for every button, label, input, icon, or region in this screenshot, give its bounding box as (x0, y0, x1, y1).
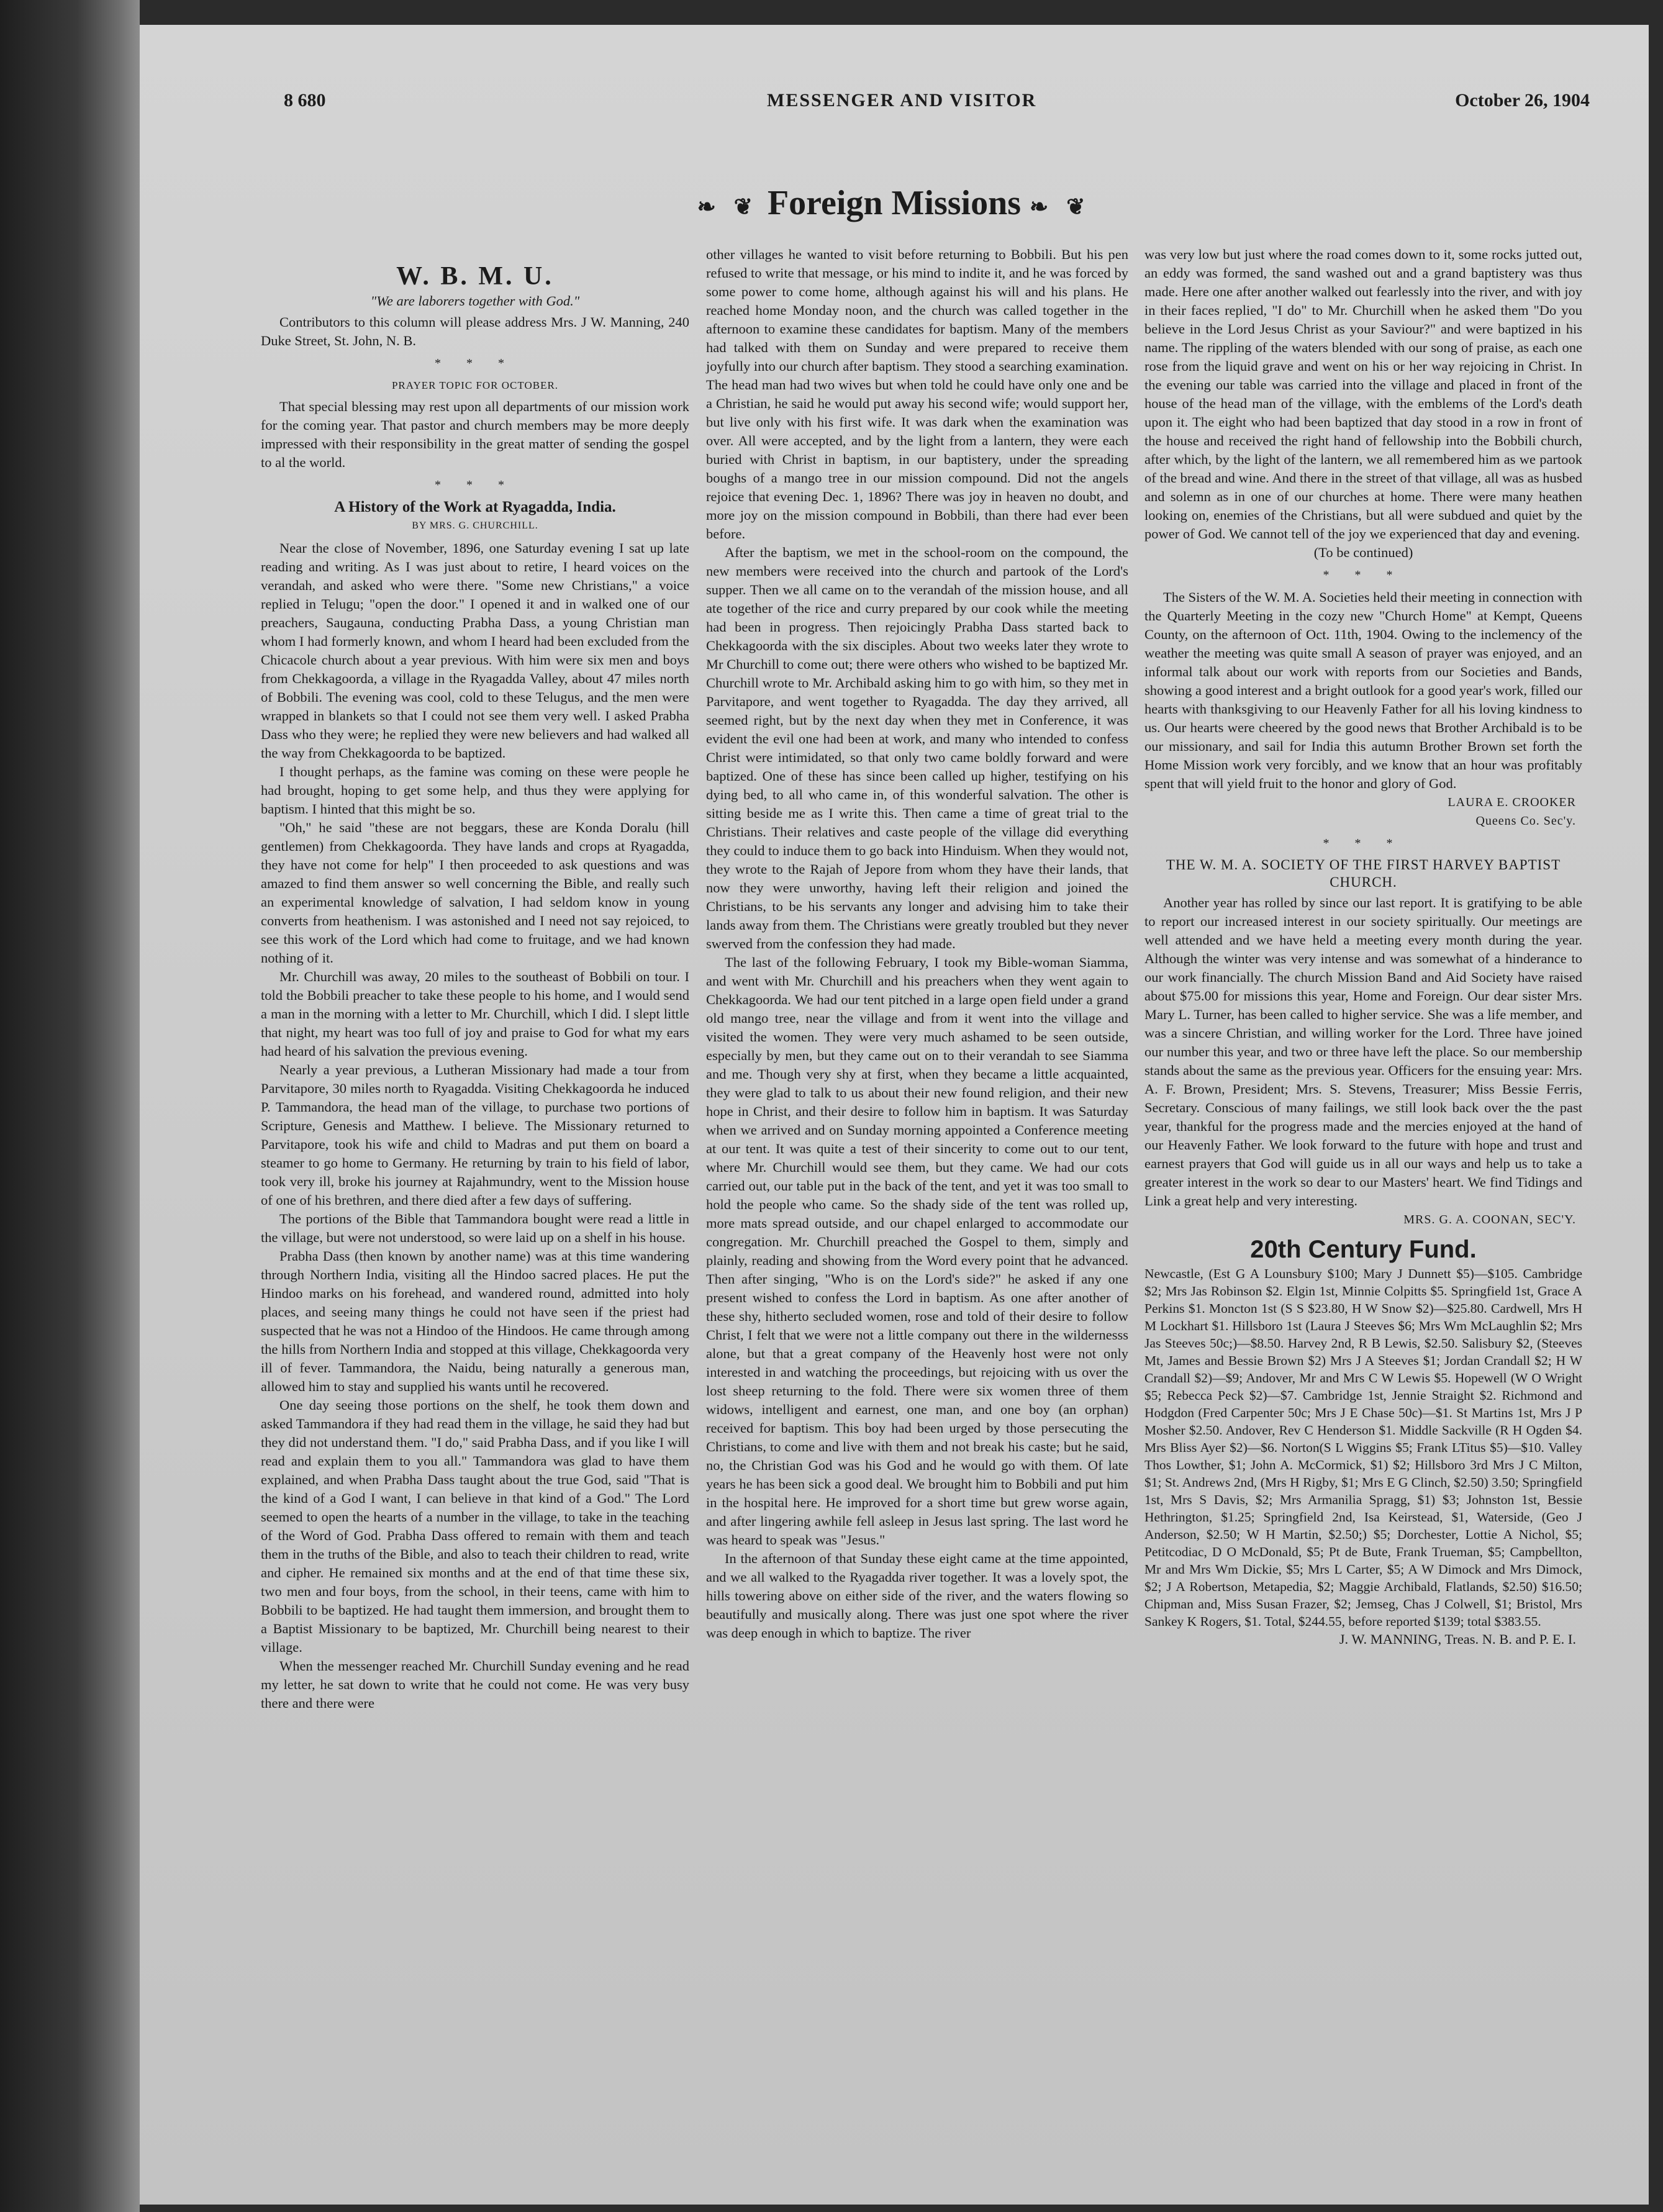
article-paragraph: other villages he wanted to visit before returning to Bobbili. But his pen refused to write that message, or his mind to indite it, and he was forced by some power to come home, although against his will and his plans. He reached home Monday noon, and the church was called together in the afternoon to examine these candidates for baptism. Many of the members had talked with them on Sunday and were prepared to receive them joyfully into our church after baptism. They stood a searching examination. The head man had two wives but when told he could have only one and be a Christian, he said he would put away his second wife; would support her, but live only with his first wife. It was dark when the examination was over. All were accepted, and by the light from a lantern, they were each buried with Christ in baptism, in our baptistery, under the spreading boughs of a mango tree in our mission compound. Did not the angels rejoice that evening Dec. 1, 1896? There was joy in heaven no doubt, and more joy on the mission compound in Bobbili, than there had ever been before. (706, 247, 1128, 542)
article-paragraph: The last of the following February, I took my Bible-woman Siamma, and went with Mr. Churchill and his preachers when they went again to Chekkagoorda. We had our tent pitched in a large open field under a grand old mango tree, near the village and from it went into the village and visited the women. They were very much ashamed to be seen outside, especially by men, but they came out on to their verandah to see Siamma and me. Though very shy at first, when they became a little acquainted, they were glad to talk to us about their new found religion, and their new hope in Christ, and their desire to follow him in baptism. It was Saturday when we arrived and on Sunday morning appointed a Conference meeting at our tent. It was quite a test of their sincerity to come out to our tent, where Mr. Churchill would see them, but they came. We had our cots carried out, our table put in the back of the tent, and yet it was too small to hold the people who came. So the shady side of the tent was rolled up, more mats spread outside, and our chapel enlarged to accommodate our congregation. Mr. Churchill preached the Gospel to them, simply and plainly, reading and showing from the Word every point that he advanced. Then after singing, "Who is on the Lord's side?" he asked if any one present wished to confess the Lord in baptism. As one after another of these shy, hitherto secluded women, rose and told of their desire to follow Christ, I felt that we were not a little company out there in the wildernesss alone, but that a great company of the Heavenly host were not only interested in and watching the proceedings, but rejoicing with us over the lost sheep returning to the fold. There were six women three of them widows, intelligent and earnest, one man, and one boy (an orphan) received for baptism. This boy had been urged by those persecuting the Christians, to come and live with them and not break his caste; but he said, no, the Christian God was his God and he would go with them. Of late years he has been sick a good deal. We brought him to Bobbili and put him in the hospital here. He improved for a short time but grew worse again, and after lingering awhile fell asleep in Jesus last spring. The last word he was heard to speak was "Jesus." (706, 954, 1128, 1548)
contributors-note: Contributors to this column will please address Mrs. J W. Manning, 240 Duke Street, St. John, N. B. (261, 314, 689, 348)
treasurer-signature: J. W. MANNING, Treas. N. B. and P. E. I. (1339, 1631, 1576, 1647)
article-paragraph: When the messenger reached Mr. Churchill Sunday evening and he read my letter, he sat down to write that he could not come. He was very busy there and there were (261, 1658, 689, 1711)
article-paragraph: The portions of the Bible that Tammandora bought were read a little in the village, but were not understood, so were laid up on a shelf in his house. (261, 1211, 689, 1245)
article-paragraph: Prabha Dass (then known by another name) was at this time wandering through Northern India, visiting all the Hindoo sacred places. He put the Hindoo marks on his forehead, and wandered round, admitted into holy places, and seeing many things he could not have seen if the priest had suspected that he was not a Hindoo of the Hindoos. He came through among the hills from Northern India and stopped at this village, Chekkagoorda very ill of fever. Tammandora, the Naidu, being naturally a generous man, allowed him to stay and supplied his wants until he recovered. (261, 1248, 689, 1394)
right-ornament-icon: ❧ ❦ (1030, 194, 1092, 219)
wbmu-heading: W. B. M. U. (396, 262, 554, 291)
harvey-report: Another year has rolled by since our last report. It is gratifying to be able to report our increased interest in our society spiritually. Our meetings are well attended and we have held a meeting every month during the year. Although the winter was very intense and was somewhat of a hinderance to our work financially. The church Mission Band and Aid Society have raised about $75.00 for missions this year, Home and Foreign. Our dear sister Mrs. Mary L. Turner, has been called to higher service. She was a life member, and was a sincere Christian, and willing worker for the Lord. Three have joined our number this year, and two or three have left the place. So our membership stands about the same as the previous year. Officers for the ensuing year: Mrs. A. F. Brown, President; Mrs. S. Stevens, Treasurer; Miss Bessie Ferris, Secretary. Conscious of many failings, we still look back over the the past year, thankful for the progress made and the mercies enjoyed at the hand of our Heavenly Father. We look forward to the future with hope and trust and earnest prayers that God will guide us in all our ways and help us to take a greater interest in the work so dear to our Masters' heart. We find Tidings and Link a great help and very interesting. (1144, 895, 1582, 1208)
article-paragraph: After the baptism, we met in the school-room on the compound, the new members were received into the church and partook of the Lord's supper. Then we all came on to the verandah of the mission house, and all ate together of the rice and curry prepared by our cook while the meeting had been in progress. Then rejoicingly Prabha Dass started back to Chekkagoorda with the six disciples. About two weeks later they wrote to Mr Churchill to come out; there were others who wished to be baptized Mr. Churchill wrote to Mr. Archibald asking him to go with him, so they met in Parvitapore, and went together to Ryagadda. The day they arrived, all seemed right, but by the next day when they met in Conference, it was evident the evil one had been at work, and many who intended to confess Christ were intimidated, so that only two came boldly forward and were baptized. One of these has since been called up higher, testifying on his dying bed, to all who came in, of this wonderful salvation. The other is sitting beside me as I write this. Then came a time of great trial to the Christians. Their relatives and caste people of the village did everything they could to induce them to go back into Hinduism. When they would not, they wrote to the Rajah of Jepore from whom they have their lands, that now they were unworthy, having left their religion and joined the Christians, to be his servants any longer and advising him to take their lands away from them. The Christians were greatly troubled but they never swerved from the confession they had made. (706, 545, 1128, 951)
article-paragraph: Nearly a year previous, a Lutheran Missionary had made a tour from Parvitapore, 30 miles north to Ryagadda. Visiting Chekkagoorda he induced P. Tammandora, the head man of the village, to purchase two portions of Scripture, Genesis and Matthew. I believe. The Missionary returned to Parvitapore, took his wife and child to Madras and put them on board a steamer to go home to Germany. He returning by train to his field of labor, took very ill, broke his journey at Rajahmundry, went to the Mission house of one of his brethren, and there died after a few days of suffering. (261, 1062, 689, 1208)
scan-dark-margin (0, 0, 140, 2212)
article-paragraph: Mr. Churchill was away, 20 miles to the southeast of Bobbili on tour. I told the Bobbili preacher to take these people to his home, and I would send a man in the morning with a letter to Mr. Churchill, which I did. I slept little that night, my heart was too full of joy and praise to God for what my ears had heard of his salvation the previous evening. (261, 969, 689, 1059)
separator-stars: * * * (435, 478, 515, 492)
century-fund-list: Newcastle, (Est G A Lounsbury $100; Mary J Dunnett $5)—$105. Cambridge $2; Mrs Jas Robinson $2. Elgin 1st, Minnie Colpitts $5. Springfield 1st, Grace A Perkins $1. Moncton 1st (S S $23.80, H W Snow $2)—$25.80. Cardwell, Mrs H M Lockhart $1. Hillsboro 1st (Laura J Steeves $6; Mrs Wm McLaughlin $2; Mrs Jas Steeves 50c;)—$8.50. Harvey 2nd, R B Lewis, $2.50. Salisbury $2, (Steeves Mt, James and Bessie Brown $2) Mrs J A Steeves $1; Jordan Crandall $2; H W Crandall $2)—$9; Andover, Mr and Mrs C W Lewis $5. Hopewell (W O Wright $5; Rebecca Peck $2)—$7. Cambridge 1st, Jennie Straight $2. Richmond and Hodgdon (Fred Carpenter 50c; Mrs J E Chase 50c)—$1. St Martins 1st, Mrs J P Mosher $2.50. Andover, Rev C Henderson $1. Middle Sackville (R H Ogden $4. Mrs Bliss Ayer $2)—$6. Norton(S L Wiggins $5; Frank LTitus $5)—$10. Valley Thos Lowther, $1; John A. McCormick, $1) $2; Hillsboro 3rd Mrs J C Milton, $1; St. Andrews 2nd, (Mrs H Rigby, $1; Mrs E G Clinch, $2.50) 3.50; Springfield 1st, Mrs S Davis, $2; Mrs Armanilia Spragg, $1) $3; Johnston 1st, Bessie Hethrington, $1.25; Springfield 2nd, Isa Keirstead, $1, Waterside, (Geo J Anderson, $2.50; W H Martin, $2.50;) $5; Dorchester, Lottie A Nichol, $5; Petitcodiac, D O McDonald, $5; Pt de Bute, Frank Trueman, $5; Campbellton, Mr and Mrs Wm Dickie, $5; Mrs L Carter, $5; A W Dimock and Mrs Dimock, $2; J A Robertson, Metapedia, $2; Maggie Archibald, Flatlands, $2.50) $16.50; Chipman and, Miss Susan Frazer, $2; Jemseg, Chas J Colwell, $1; Bristol, Mrs Sankey K Rogers, $1. Total, $244.55, before reported $139; total $383.55. (1144, 1266, 1582, 1629)
separator-stars: * * * (435, 356, 515, 370)
page-number: 8 680 (284, 90, 326, 111)
history-byline: BY MRS. G. CHURCHILL. (412, 520, 538, 531)
running-head (140, 90, 1649, 121)
article-paragraph: I thought perhaps, as the famine was coming on these were people he had brought, hoping to get some help, and thus they were applying for baptism. I hinted that this might be so. (261, 764, 689, 817)
history-article-title: A History of the Work at Ryagadda, India. (334, 499, 616, 515)
paper-title: MESSENGER AND VISITOR (767, 90, 1037, 111)
prayer-topic-heading: PRAYER TOPIC FOR OCTOBER. (391, 379, 559, 391)
article-paragraph: was very low but just where the road comes down to it, some rocks jutted out, an eddy was formed, the sand washed out and a grand baptistery was thus made. Here one after another walked out fearlessly into the river, and with joy in their faces replied, "I do" to Mr. Churchill when he asked them "Do you believe in the Lord Jesus Christ as your Saviour?" and were baptized in his name. The rippling of the waters blended with our song of praise, as each one rose from the liquid grave and went on his or her way rejoicing in Christ. In the evening our table was carried into the village and placed in front of the house of the head man of the village, with the emblems of the Lord's death upon it. The eight who had been baptized that day stood in a row in front of the house and received the right hand of fellowship into the Bobbili church, after which, by the light of the lantern, we all remembered him as we partook of the bread and wine. And there in the street of that village, all was as husbed and solemn as in one of our churches at home. There were many heathen looking on, enemies of the Christians, but all were subdued and quiet by the power of God. We cannot tell of the joy we experienced that day and evening. (1144, 247, 1582, 542)
column-3 (1144, 245, 1582, 1649)
wbmu-motto: "We are laborers together with God." (370, 293, 580, 309)
harvey-society-heading: THE W. M. A. SOCIETY OF THE FIRST HARVEY BAPTIST CHURCH. (1166, 857, 1561, 890)
article-paragraph: In the afternoon of that Sunday these eight came at the time appointed, and we all walked to the Ryagadda river together. It was a lovely spot, the hills towering above on either side of the river, and the waters flowing so beautifully and musically along. There was just one spot where the river was deep enough in which to baptize. The river (706, 1551, 1128, 1641)
issue-date: October 26, 1904 (1455, 90, 1590, 111)
column-1 (261, 262, 689, 1713)
to-be-continued: (To be continued) (1313, 545, 1413, 560)
column-2 (706, 245, 1128, 1643)
kempt-signature-name: LAURA E. CROOKER (1448, 796, 1576, 809)
section-title (140, 183, 1649, 223)
kempt-signature-title: Queens Co. Sec'y. (1475, 814, 1576, 828)
section-title-text: Foreign Missions (767, 184, 1022, 222)
century-fund-heading: 20th Century Fund. (1250, 1236, 1477, 1263)
left-ornament-icon: ❧ ❦ (697, 194, 759, 219)
harvey-signature: MRS. G. A. COONAN, SEC'Y. (1403, 1213, 1576, 1226)
kempt-report: The Sisters of the W. M. A. Societies held their meeting in connection with the Quarterly Meeting in the cozy new "Church Home" at Kempt, Queens County, on the afternoon of Oct. 11th, 1904. Owing to the inclemency of the weather the meeting was quite small A season of prayer was enjoyed, and an informal talk about our work with reports from our Societies and Bands, showing a good interest and a bright outlook for a good year's work, filled our hearts with thanksgiving to our Heavenly Father for all his loving kindness to us. Our hearts were cheered by the good news that Brother Archibald is to be our missionary, and sail for India this autumn Brother Brown set forth the Home Mission work very forcibly, and we know that an hour was profitably spent that will yield fruit to the honor and glory of God. (1144, 589, 1582, 791)
prayer-topic-text: That special blessing may rest upon all departments of our mission work for the coming year. That pastor and church members may be more deeply impressed with their responsibility in the great matter of sending the gospel to al the world. (261, 399, 689, 470)
article-paragraph: Near the close of November, 1896, one Saturday evening I sat up late reading and writing. As I was just about to retire, I heard voices on the verandah, and asked who were there. "Some new Christians," a voice replied in Telugu; "open the door." I opened it and in walked one of our preachers, Saugauna, conducting Prabha Dass, a young Christian man whom I had formerly known, and whom I heard had been excluded from the Chicacole church about a year previous. With him were six men and boys from Chekkagoorda, a village in the Ryagadda Valley, about 47 miles north of Bobbili. The evening was cool, cold to these Telugus, and the men were wrapped in blankets so that I could not see them very well. I asked Prabha Dass who they were; he replied they were new believers and had walked all the way from Chekkagoorda to be baptized. (261, 540, 689, 761)
separator-stars: * * * (1323, 836, 1404, 850)
article-paragraph: "Oh," he said "these are not beggars, these are Konda Doralu (hill gentlemen) from Chekkagoorda. They have lands and crops at Ryagadda, they have not come for help" I then proceeded to ask questions and was amazed to find them answer so well concerning the Bible, and really such an experimental knowledge of salvation, I had seldom know in young converts from heathenism. I was astonished and I need not say rejoiced, to see this work of the Lord which had come to fruitage, and we had known nothing of it. (261, 820, 689, 966)
separator-stars: * * * (1323, 568, 1404, 582)
newspaper-page (140, 25, 1649, 2205)
article-paragraph: One day seeing those portions on the shelf, he took them down and asked Tammandora if they had read them in the village, he said they had but they did not understand them. "I do," said Prabha Dass, and if you like I will read and explain them to you all." Tammandora was glad to have them explained, and when Prabha Dass taught about the true God, said "That is the kind of a God I want, I can believe in that kind of a God." The Lord seemed to open the hearts of a number in the village, to take in the teaching of the Word of God. Prabha Dass offered to remain with them and teach them in the truths of the Bible, and also to teach their children to read, write and cipher. He remained six months and at the end of that time these six, two men and four boys, from the school, in their teens, came with him to Bobbili to be baptized. He had taught them immersion, and brought them to a Baptist Missionary to be baptized, Mr. Churchill being nearest to their village. (261, 1397, 689, 1655)
